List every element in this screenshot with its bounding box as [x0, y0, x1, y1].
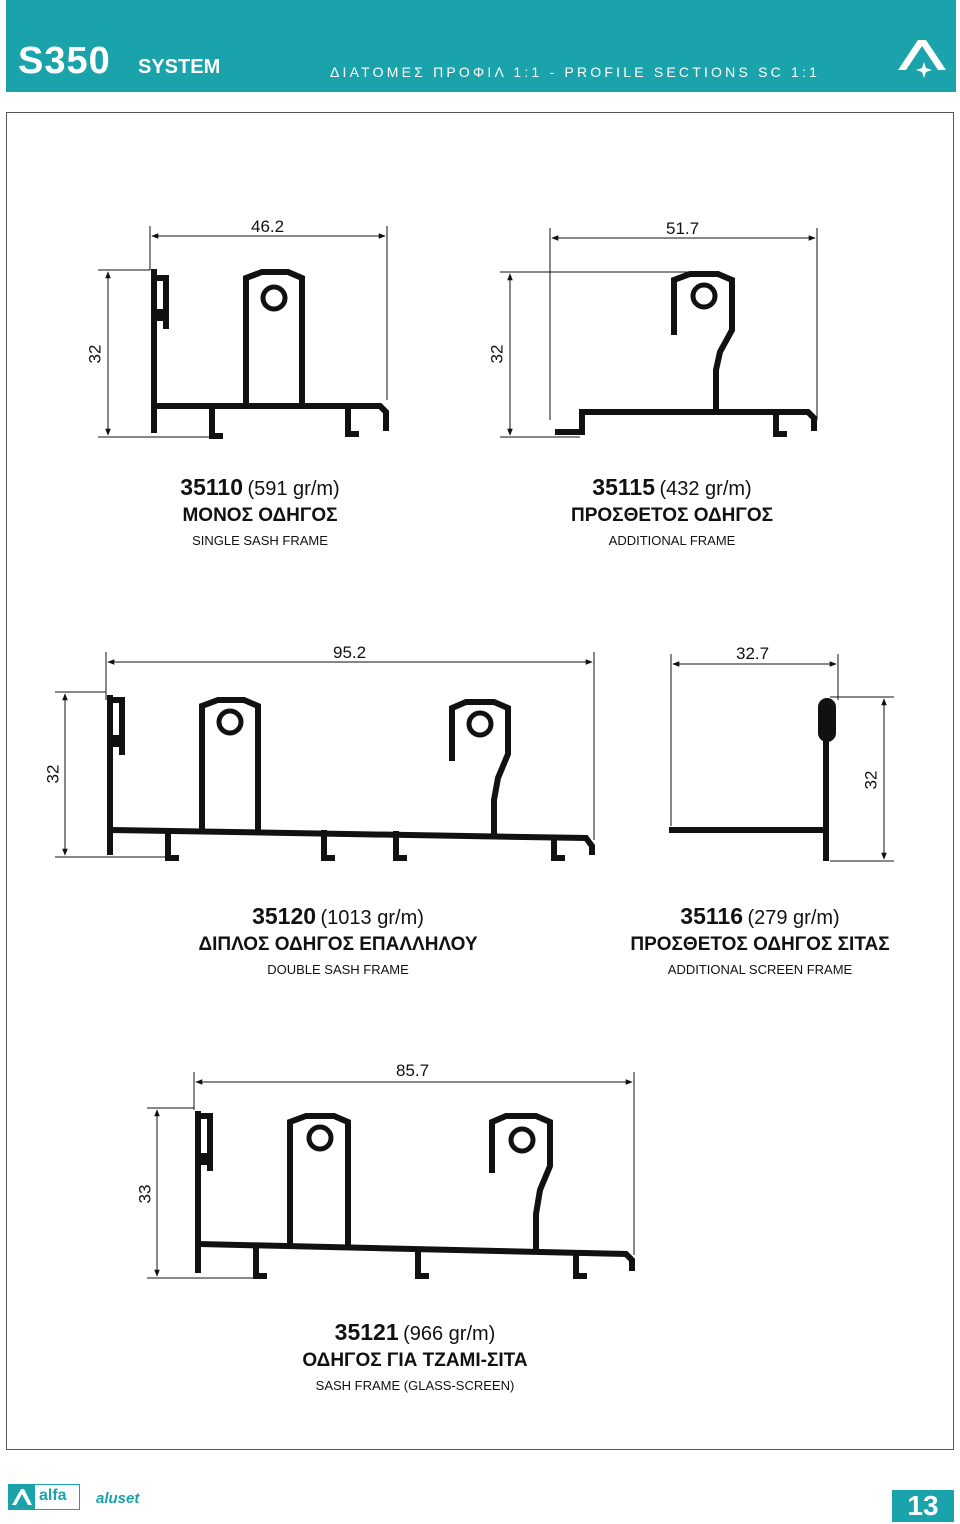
profile-name-greek: ΔΙΠΛΟΣ ΟΔΗΓΟΣ ΕΠΑΛΛΗΛΟΥ — [198, 934, 478, 955]
dim-height-35121: 33 — [135, 1184, 155, 1204]
profile-name-english: DOUBLE SASH FRAME — [267, 962, 409, 977]
caption-35116 — [600, 903, 920, 977]
footer-brand: aluset — [96, 1490, 140, 1507]
profile-weight: (432 gr/m) — [659, 478, 752, 500]
dim-width-35115: 51.7 — [666, 219, 700, 238]
profile-code: 35120 — [252, 903, 317, 929]
profile-name-english: SINGLE SASH FRAME — [192, 533, 328, 548]
profile-code: 35116 — [680, 903, 743, 929]
profile-code: 35115 — [592, 474, 655, 500]
caption-35115 — [532, 474, 812, 548]
profile-35115-drawing — [500, 228, 817, 437]
dim-width-35120: 95.2 — [333, 643, 367, 662]
page-number: 13 — [892, 1490, 954, 1522]
alfa-logo-icon — [9, 1485, 35, 1509]
dim-width-35110: 46.2 — [251, 217, 285, 236]
profile-weight: (966 gr/m) — [403, 1323, 496, 1345]
caption-35121 — [270, 1319, 560, 1393]
caption-35110 — [120, 474, 400, 548]
profile-weight: (591 gr/m) — [247, 478, 340, 500]
dim-height-35116: 32 — [861, 770, 881, 790]
profile-code: 35121 — [334, 1319, 399, 1345]
profile-name-greek: ΜΟΝΟΣ ΟΔΗΓΟΣ — [182, 505, 338, 526]
profile-35110-drawing — [98, 226, 387, 437]
profile-35116-drawing — [671, 654, 894, 861]
profile-name-greek: ΠΡΟΣΘΕΤΟΣ ΟΔΗΓΟΣ ΣΙΤΑΣ — [630, 934, 890, 955]
alfa-logo — [8, 1484, 80, 1510]
header-title: ΔΙΑΤΟΜΕΣ ΠΡΟΦΙΛ 1:1 - PROFILE SECTIONS SC 1:1 — [330, 64, 821, 80]
profile-name-greek: ΠΡΟΣΘΕΤΟΣ ΟΔΗΓΟΣ — [571, 505, 773, 526]
dim-height-35115: 32 — [487, 344, 507, 364]
profile-name-english: SASH FRAME (GLASS-SCREEN) — [315, 1378, 515, 1393]
dim-height-35110: 32 — [85, 344, 105, 364]
profile-name-english: ADDITIONAL FRAME — [608, 533, 736, 548]
dim-width-35121: 85.7 — [396, 1061, 430, 1080]
profile-35121-drawing — [147, 1072, 634, 1278]
dim-height-35120: 32 — [43, 764, 63, 784]
dim-width-35116: 32.7 — [736, 644, 770, 663]
profile-weight: (1013 gr/m) — [320, 907, 424, 929]
system-code: S350 — [18, 40, 111, 82]
profile-name-greek: ΟΔΗΓΟΣ ΓΙΑ ΤΖΑΜΙ-ΣΙΤΑ — [302, 1350, 528, 1371]
profile-weight: (279 gr/m) — [747, 907, 840, 929]
profile-code: 35110 — [180, 474, 243, 500]
profile-35120-drawing — [55, 652, 594, 858]
profile-name-english: ADDITIONAL SCREEN FRAME — [667, 962, 853, 977]
system-label: SYSTEM — [138, 56, 221, 78]
caption-35120 — [168, 903, 508, 977]
alfa-logo-text: alfa — [39, 1487, 67, 1504]
